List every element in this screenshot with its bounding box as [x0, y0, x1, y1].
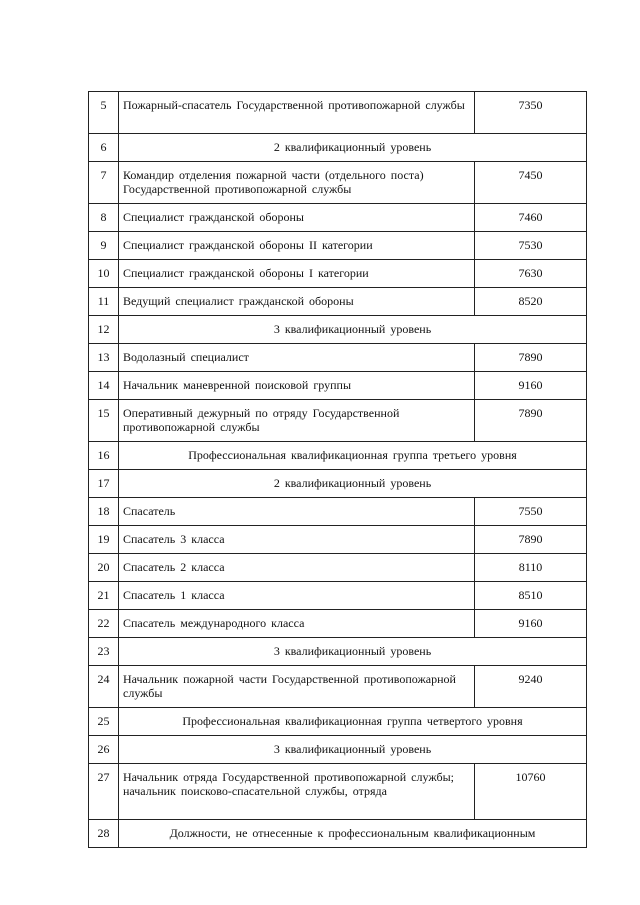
salary-value-cell: 7550: [475, 498, 587, 526]
position-name-cell: Ведущий специалист гражданской обороны: [119, 288, 475, 316]
salary-value-cell: 7890: [475, 344, 587, 372]
salary-table: [88, 91, 587, 848]
row-number-cell: 6: [89, 134, 119, 162]
row-number-cell: 16: [89, 442, 119, 470]
table-section-row: [89, 708, 587, 736]
position-name-cell: Пожарный-спасатель Государственной противопожарной службы: [119, 92, 475, 134]
table-row: [89, 288, 587, 316]
row-number-cell: 22: [89, 610, 119, 638]
row-number-cell: 23: [89, 638, 119, 666]
table-row: [89, 582, 587, 610]
row-number-cell: 10: [89, 260, 119, 288]
table-section-row: [89, 442, 587, 470]
row-number-cell: 18: [89, 498, 119, 526]
table-row: [89, 610, 587, 638]
table-row: [89, 344, 587, 372]
row-number-cell: 20: [89, 554, 119, 582]
table-row: [89, 204, 587, 232]
salary-value-cell: 9240: [475, 666, 587, 708]
section-heading-cell: 3 квалификационный уровень: [119, 316, 587, 344]
row-number-cell: 28: [89, 820, 119, 848]
row-number-cell: 13: [89, 344, 119, 372]
table-row: [89, 554, 587, 582]
table-row: [89, 260, 587, 288]
salary-value-cell: 7630: [475, 260, 587, 288]
table-row: [89, 162, 587, 204]
row-number-cell: 27: [89, 764, 119, 820]
salary-value-cell: 9160: [475, 610, 587, 638]
row-number-cell: 21: [89, 582, 119, 610]
salary-value-cell: 8510: [475, 582, 587, 610]
salary-value-cell: 7530: [475, 232, 587, 260]
row-number-cell: 12: [89, 316, 119, 344]
table-section-row: [89, 134, 587, 162]
salary-value-cell: 9160: [475, 372, 587, 400]
section-heading-cell: 3 квалификационный уровень: [119, 736, 587, 764]
table-row: [89, 92, 587, 134]
section-heading-cell: Профессиональная квалификационная группа третьего уровня: [119, 442, 587, 470]
position-name-cell: Специалист гражданской обороны I категории: [119, 260, 475, 288]
position-name-cell: Оперативный дежурный по отряду Государственной противопожарной службы: [119, 400, 475, 442]
position-name-cell: Командир отделения пожарной части (отдельного поста) Государственной противопожарной службы: [119, 162, 475, 204]
salary-value-cell: 10760: [475, 764, 587, 820]
section-heading-cell: Профессиональная квалификационная группа четвертого уровня: [119, 708, 587, 736]
table-row: [89, 764, 587, 820]
position-name-cell: Спасатель 1 класса: [119, 582, 475, 610]
table-row: [89, 232, 587, 260]
section-heading-cell: 3 квалификационный уровень: [119, 638, 587, 666]
table-body: [89, 92, 587, 848]
salary-value-cell: 7890: [475, 400, 587, 442]
row-number-cell: 17: [89, 470, 119, 498]
table-section-row: [89, 470, 587, 498]
row-number-cell: 15: [89, 400, 119, 442]
row-number-cell: 25: [89, 708, 119, 736]
position-name-cell: Спасатель: [119, 498, 475, 526]
position-name-cell: Специалист гражданской обороны: [119, 204, 475, 232]
position-name-cell: Специалист гражданской обороны II категории: [119, 232, 475, 260]
table-row: [89, 372, 587, 400]
table-section-row: [89, 820, 587, 848]
row-number-cell: 24: [89, 666, 119, 708]
row-number-cell: 8: [89, 204, 119, 232]
row-number-cell: 9: [89, 232, 119, 260]
row-number-cell: 7: [89, 162, 119, 204]
position-name-cell: Спасатель международного класса: [119, 610, 475, 638]
row-number-cell: 19: [89, 526, 119, 554]
position-name-cell: Спасатель 3 класса: [119, 526, 475, 554]
row-number-cell: 5: [89, 92, 119, 134]
table-section-row: [89, 316, 587, 344]
salary-value-cell: 7890: [475, 526, 587, 554]
position-name-cell: Водолазный специалист: [119, 344, 475, 372]
table-row: [89, 498, 587, 526]
table-row: [89, 666, 587, 708]
salary-value-cell: 7450: [475, 162, 587, 204]
salary-value-cell: 7460: [475, 204, 587, 232]
salary-value-cell: 8110: [475, 554, 587, 582]
position-name-cell: Начальник отряда Государственной противопожарной службы; начальник поисково-спасательной службы, отряда: [119, 764, 475, 820]
row-number-cell: 14: [89, 372, 119, 400]
row-number-cell: 11: [89, 288, 119, 316]
section-heading-cell: Должности, не отнесенные к профессиональным квалификационным: [119, 820, 587, 848]
section-heading-cell: 2 квалификационный уровень: [119, 470, 587, 498]
salary-value-cell: 7350: [475, 92, 587, 134]
position-name-cell: Начальник маневренной поисковой группы: [119, 372, 475, 400]
position-name-cell: Начальник пожарной части Государственной противопожарной службы: [119, 666, 475, 708]
position-name-cell: Спасатель 2 класса: [119, 554, 475, 582]
section-heading-cell: 2 квалификационный уровень: [119, 134, 587, 162]
table-section-row: [89, 638, 587, 666]
salary-value-cell: 8520: [475, 288, 587, 316]
table-row: [89, 526, 587, 554]
table-section-row: [89, 736, 587, 764]
table-row: [89, 400, 587, 442]
row-number-cell: 26: [89, 736, 119, 764]
